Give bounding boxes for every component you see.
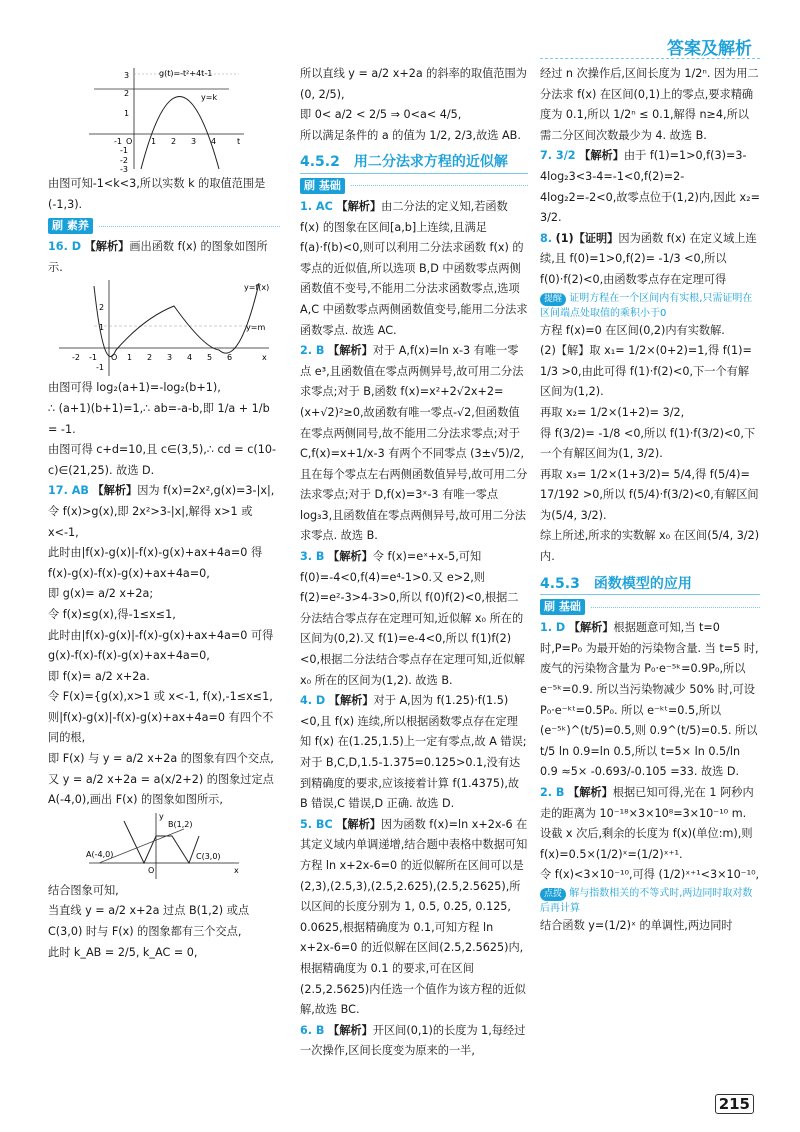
section-tag-row [48, 218, 280, 234]
question-1 [540, 618, 760, 783]
paragraph: ∴ (a+1)(b+1)=1,∴ ab=-a-b,即 1/a + 1/b = -1. [48, 401, 270, 436]
analysis-label: 【解析】 [328, 550, 373, 564]
paragraph: 再取 x₃= 1/2×(1+3/2)= 5/4,得 f(5/4)= 17/192 >0,所以 f(5/4)·f(3/2)<0,有解区间为(5/4, 3/2). [540, 467, 759, 522]
analysis-label: 【解析】 [328, 1023, 373, 1037]
question-text: 根据已知可得,光在 1 阿秒内走的距离为 10⁻¹⁸×3×10⁸=3×10⁻¹⁰ m. 设截 x 次后,剩余的长度为 f(x)(单位:m),则 f(x)=0.5×(1/2)ˣ=(1/2)ˣ⁺¹. [540, 786, 754, 861]
question-2 [300, 341, 528, 547]
paragraph: 即 F(x) 与 y = a/2 x+2a 的图象有四个交点, [48, 752, 274, 766]
paragraph: 令 f(x)>g(x),即 2x²>3-|x|,解得 x>1 或 x<-1, [48, 504, 253, 539]
graph3-x-axis-label: x [234, 865, 239, 875]
paragraph: (2)【解】取 x₁= 1/2×(0+2)=1,得 f(1)= 1/3 >0,由此可得 f(1)·f(2)<0,下一个有解区间为(1,2). [540, 344, 752, 399]
question-text: 因为 f(x)=2x²,g(x)=3-|x|, [137, 484, 275, 498]
section-tag-row [300, 178, 528, 194]
analysis-label: 【解析】 [568, 786, 613, 799]
graph2-ytick: 1 [99, 323, 105, 333]
question-text: 令 f(x)=eˣ+x-5,可知 f(0)=-4<0,f(4)=e⁴-1>0.又 e>2,则 f(2)=e²-3>4-3>0,所以 f(0)f(2)<0,根据二分法结合零点存在定理可知,近似解 x₀ 所在的区间为(0,2).又 f(1)=e-4<0,所以 f(1)f(2)<0,根据二分法结合零点存在定理可知,近似解 x₀ 所在的区间为(1,2). 故选 B. [300, 550, 525, 687]
graph1-ytick: -1 [120, 146, 128, 155]
tip-text: 证明方程在一个区间内有实根,只需证明在区间端点处取值的乘积小于0 [540, 292, 753, 319]
answer-label: 7. 3/2 [540, 149, 576, 163]
graph2-line-label: y=m [246, 323, 266, 333]
paragraph: 即 f(x)= a/2 x+2a. [48, 669, 150, 683]
analysis-label: 【解析】 [579, 149, 624, 163]
paragraph: 经过 n 次操作后,区间长度为 1/2ⁿ. 因为用二分法求 f(x) 在区间(0,1)上的零点,要求精确度为 0.1,所以 1/2ⁿ ≤ 0.1,解得 n≥4,所以需二分区间次数最少为 4. 故选 B. [540, 67, 759, 142]
paragraph: 所以直线 y = a/2 x+2a 的斜率的取值范围为(0, 2/5), [300, 67, 527, 101]
question-text: 对于 A,因为 f(1.25)·f(1.5)<0,且 f(x) 连续,所以根据函数零点存在定理知 f(x) 在(1.25,1.5)上一定有零点,故 A 错误;对于 B,C,D,1.5-1.375=0.125>0.1,没有达到精确度的要求,应该接着计算 f(1.4375),故 B 错误,C 错误,D 正确. 故选 D. [300, 694, 527, 811]
graph2-fn-label: y=f(x) [244, 283, 270, 293]
dotted-rule [591, 607, 760, 608]
answer-label: 4. D [300, 694, 326, 708]
page-header-title: 答案及解析 [667, 39, 752, 59]
analysis-label: 【解析】 [92, 484, 138, 498]
column-1 [48, 64, 280, 963]
graph1-xtick: 4 [211, 137, 217, 146]
question-6 [300, 1021, 528, 1062]
column-2 [300, 64, 528, 1062]
graph2-xtick: 2 [147, 353, 153, 363]
section-title: 4.5.3 函数模型的应用 [540, 574, 760, 596]
paragraph: 令 f(x)≤g(x),得-1≤x≤1, [48, 607, 176, 621]
analysis-label: 【解析】 [328, 344, 373, 358]
tip-badge: 提醒 [540, 293, 566, 306]
graph-f-x [54, 278, 274, 378]
question-text: 对于 A,f(x)=ln x-3 有唯一零点 e³,且函数值在零点两侧异号,故可用二分法求零点;对于 B,函数 f(x)=x²+2√2x+2=(x+√2)²≥0,故函数有唯一零点-√2,但函数值在零点两侧同号,故不能用二分法求零点;对于 C,f(x)=x+1/x-3 有两个不同零点 (3±√5)/2,且在每个零点左右两侧函数值异号,故可用二分法求零点;对于 D,f(x)=3ˣ-3 有唯一零点 log₃3,且函数值在零点两侧异号,故可用二分法求零点. 故选 B. [300, 344, 528, 543]
question-1 [300, 197, 528, 341]
question-8 [540, 229, 760, 291]
graph2-xtick: O [111, 353, 118, 363]
paragraph: 又 y = a/2 x+2a = a(x/2+2) 的图象过定点 A(-4,0),画出 F(x) 的图象如图所示, [48, 772, 274, 807]
graph3-point-c: C(3,0) [196, 851, 221, 861]
question-2 [540, 783, 760, 865]
graph-F-x [84, 811, 244, 881]
analysis-label: 【解析】 [336, 817, 381, 831]
section-tag-row [540, 599, 760, 615]
paragraph: 再取 x₂= 1/2×(1+2)= 3/2, [540, 405, 685, 419]
graph-g-t [79, 64, 249, 174]
question-text: 由二分法的定义知,若函数 f(x) 的图象在区间[a,b]上连续,且满足 f(a)·f(b)<0,则可以利用二分法求函数 f(x) 的零点的近似值,所以选项 B,D 中函数零点两侧函数值不变号,不能用二分法求函数零点,选项 A,C 中函数零点两侧函数值变号,能用二分法求函数零点. 故选 AC. [300, 199, 528, 337]
paragraph: 令 f(x)<3×10⁻¹⁰,可得 (1/2)ˣ⁺¹<3×10⁻¹⁰, [540, 868, 760, 882]
question-text: 由于 f(1)=1>0,f(3)=3-4log₂3<3-4=-1<0,f(2)=2-4log₂2=-2<0,故零点位于(1,2)内,因此 x₂= 3/2. [540, 149, 760, 225]
graph2-xtick: 4 [187, 353, 193, 363]
paragraph: 此时由|f(x)-g(x)|-f(x)-g(x)+ax+4a=0 得 f(x)-g(x)-f(x)-g(x)+ax+4a=0, [48, 546, 263, 580]
paragraph: 结合函数 y=(1/2)ˣ 的单调性,两边同时 [540, 918, 733, 932]
graph1-ytick: -3 [120, 165, 128, 174]
answer-label: 6. B [300, 1023, 325, 1037]
graph2-xtick: -2 [72, 353, 80, 363]
tag-jichu: 刷 基础 [540, 599, 585, 615]
graph1-xtick: 3 [191, 137, 197, 146]
graph3-point-b: B(1,2) [168, 819, 193, 829]
graph1-line-label: y=k [201, 93, 218, 102]
question-text: 因为函数 f(x)=ln x+2x-6 在其定义域内单调递增,结合题中表格中数据可知方程 ln x+2x-6=0 的近似解所在区间可以是(2,3),(2.5,3),(2.5,2.625),(2.5,2.5625),所以区间的长度分别为 1, 0.5, 0.25, 0.125, 0.0625,根据精确度为 0.1,可知方程 ln x+2x-6=0 的近似解在区间(2.5,2.5625)内,根据精确度为 0.1 的要求,可在区间(2.5,2.5625)内任选一个值作为该方程的近似解,故选 BC. [300, 817, 528, 1017]
paragraph: 得 f(3/2)= -1/8 <0,所以 f(1)·f(3/2)<0,下一个有解区间为(1, 3/2). [540, 426, 756, 461]
column-3 [540, 64, 760, 937]
question-text: 开区间(0,1)的长度为 1,每经过一次操作,区间长度变为原来的一半, [300, 1023, 526, 1058]
paragraph: 综上所述,所求的实数解 x₀ 在区间(5/4, 3/2)内. [540, 529, 760, 564]
graph1-xtick: 1 [151, 137, 157, 146]
graph2-xtick: 1 [127, 353, 133, 363]
question-4 [300, 691, 528, 815]
analysis-label: 【解析】 [84, 240, 130, 254]
paragraph: 此时由|f(x)-g(x)|-f(x)-g(x)+ax+4a=0 可得 g(x)-f(x)-f(x)-g(x)+ax+4a=0, [48, 628, 274, 663]
graph2-xtick: x [262, 353, 267, 363]
question-text: 根据题意可知,当 t=0 时,P=P₀ 为最开始的污染物含量. 当 t=5 时,废气的污染物含量为 P₀·e⁻⁵ᵏ=0.9P₀,所以 e⁻⁵ᵏ=0.9. 所以当污染物减少 50% 时,可设 P₀·e⁻ᵏᵗ=0.5P₀. 所以 e⁻ᵏᵗ=0.5,所以 (e⁻⁵ᵏ)^(t/5)=0.5,则 0.9^(t/5)=0.5. 所以 t/5 ln 0.9=ln 0.5,所以 t=5× ln 0.5/ln 0.9 ≈5× -0.693/-0.105 =33. 故选 D. [540, 621, 759, 779]
analysis-label: 【解析】 [568, 621, 614, 635]
graph1-ytick: 3 [124, 71, 130, 80]
answer-label: 5. BC [300, 817, 333, 831]
analysis-label: 【解析】 [336, 199, 382, 213]
tag-jichu: 刷 基础 [300, 178, 345, 194]
graph1-fn-label: g(t)=-t²+4t-1 [159, 69, 213, 78]
section-title: 4.5.2 用二分法求方程的近似解 [300, 152, 528, 174]
graph1-xtick: t [237, 137, 241, 146]
answer-label: 3. B [300, 550, 325, 564]
tip-note [540, 886, 760, 916]
paragraph: 方程 f(x)=0 在区间(0,2)内有实数解. [540, 323, 725, 337]
question-5 [300, 815, 528, 1021]
graph2-xtick: 5 [207, 353, 213, 363]
graph2-ytick: 2 [99, 303, 105, 313]
graph2-ytick: -1 [96, 363, 104, 373]
question-7 [540, 146, 760, 228]
graph2-xtick: -1 [89, 353, 97, 363]
graph3-point-a: A(-4,0) [86, 849, 114, 859]
answer-label: 8. [540, 231, 553, 245]
graph1-ytick: 2 [124, 89, 130, 98]
question-text: 因为函数 f(x) 在定义域上连续,且 f(0)=1>0,f(2)= -1/3 <0,所以 f(0)·f(2)<0,由函数零点存在定理可得 [540, 231, 757, 286]
analysis-label: (1)【证明】 [555, 231, 619, 245]
paragraph: 由图可知-1<k<3,所以实数 k 的取值范围是(-1,3). [48, 177, 266, 211]
graph1-ytick: 1 [124, 109, 130, 118]
graph1-ytick: -2 [120, 156, 128, 165]
paragraph: 令 F(x)={g(x),x>1 或 x<-1, f(x),-1≤x≤1, [48, 690, 273, 704]
paragraph: 结合图象可知, [48, 883, 119, 897]
paragraph: 由图可得 log₂(a+1)=-log₂(b+1), [48, 381, 221, 395]
paragraph: 此时 k_AB = 2/5, k_AC = 0, [48, 945, 198, 959]
tip-text: 解与指数相关的不等式时,两边同时取对数后再计算 [540, 887, 753, 914]
answer-label: 1. D [540, 621, 566, 635]
answer-label: 1. AC [300, 199, 333, 213]
answer-label: 16. D [48, 240, 81, 254]
paragraph: 即 g(x)= a/2 x+2a; [48, 587, 154, 601]
answer-label: 17. AB [48, 484, 89, 498]
question-16 [48, 237, 280, 278]
graph2-xtick: 3 [167, 353, 173, 363]
paragraph: 则|f(x)-g(x)|-f(x)-g(x)+ax+4a=0 有四个不同的根, [48, 710, 274, 745]
question-text: 画出函数 f(x) 的图象如图所示. [48, 240, 268, 274]
tip-note [540, 291, 760, 321]
dotted-rule [351, 185, 528, 186]
paragraph: 所以满足条件的 a 的值为 1/2, 2/3,故选 AB. [300, 128, 521, 142]
paragraph: 当直线 y = a/2 x+2a 过点 B(1,2) 或点 C(3,0) 时与 F(x) 的图象都有三个交点, [48, 904, 250, 939]
graph3-origin: O [148, 865, 155, 875]
graph3-y-axis-label: y [159, 811, 164, 821]
question-3 [300, 547, 528, 691]
dotted-rule [99, 226, 280, 227]
answer-label: 2. B [540, 786, 565, 799]
tag-suyang: 刷 素养 [48, 218, 93, 234]
question-17 [48, 481, 280, 502]
graph1-xtick: -1 [114, 137, 122, 146]
graph1-xtick: O [126, 137, 133, 146]
paragraph: 即 0< a/2 < 2/5 ⇒ 0<a< 4/5, [300, 108, 462, 122]
page-number: 215 [715, 1094, 754, 1114]
graph2-xtick: 6 [227, 353, 233, 363]
graph1-xtick: 2 [171, 137, 177, 146]
tip-badge: 点拨 [540, 888, 566, 901]
analysis-label: 【解析】 [328, 694, 374, 708]
paragraph: 由图可得 c+d=10,且 c∈(3,5),∴ cd = c(10-c)∈(21,25). 故选 D. [48, 443, 277, 477]
header-rule [540, 58, 760, 59]
answer-label: 2. B [300, 344, 325, 358]
